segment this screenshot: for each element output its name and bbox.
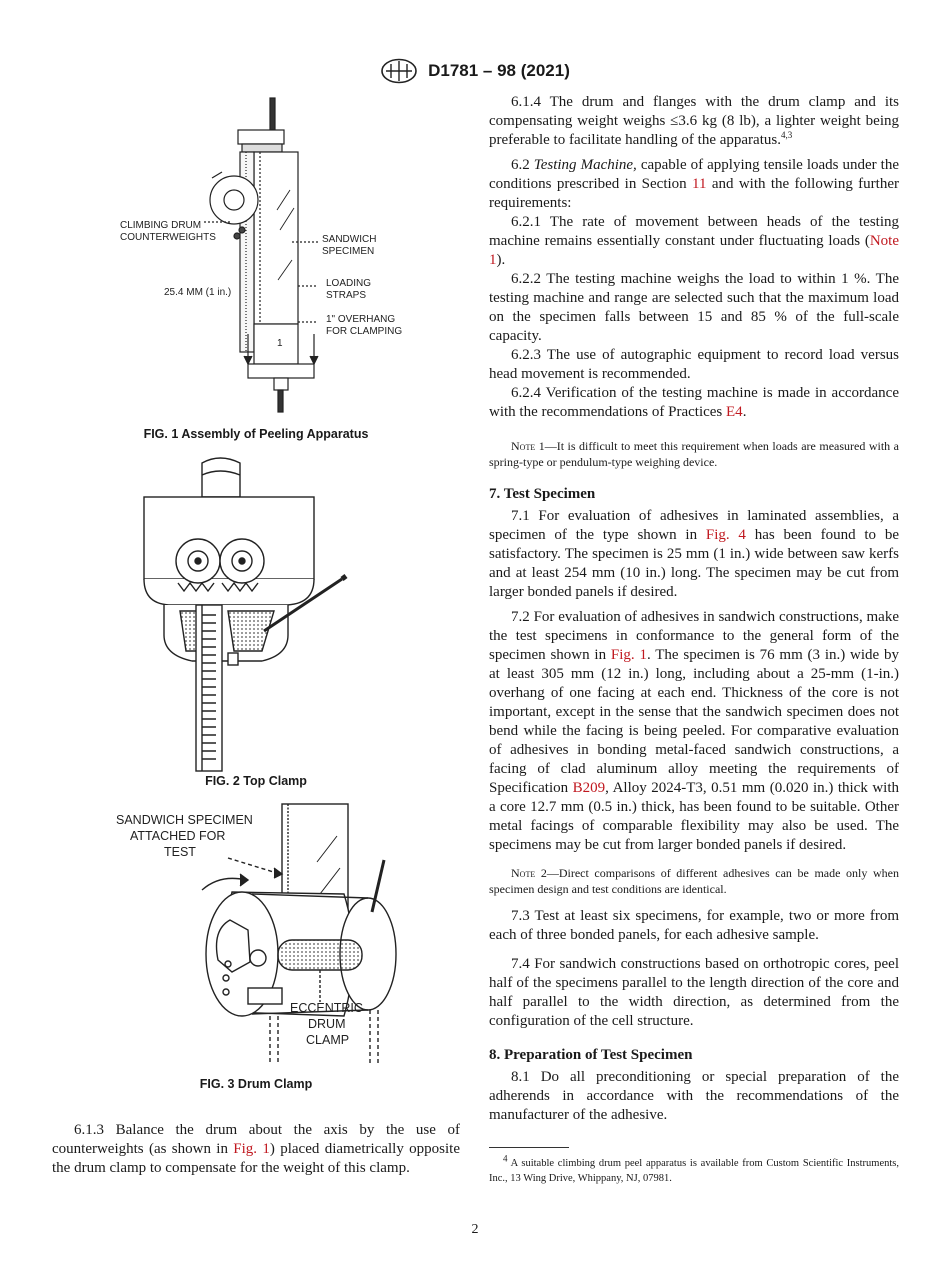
- fig1-link[interactable]: Fig. 1: [233, 1141, 270, 1157]
- figure-3: [52, 802, 460, 1091]
- fig3-caption: FIG. 3 Drum Clamp: [199, 1077, 313, 1091]
- fig3-label-specimen-3: TEST: [164, 845, 196, 859]
- fig3-drum-clamp-drawing: [52, 802, 460, 1074]
- paragraph-6-2-2: 6.2.2 The testing machine weighs the load to within 1 %. The testing machine and range are selected such that the maximum load on the specimen falls between 15 and 85 % of the full-scale capacity.: [489, 271, 899, 344]
- paragraph-7-2: 7.2 For evaluation of adhesives in sandwich constructions, make the test specimens in conformance to the general form of the specimen shown in Fig. 1. The specimen is 76 mm (3 in.) wide by at least 305 mm (12 in.) long, including about a 25-mm (1-in.) overhang of one facing at each end. Thickness of the core is not important, except in the sense that the sandwich specimen does not bend while the facing is being peeled. For comparative evaluation of adhesives in bonding metal-faced sandwich constructions, a facing of clad aluminum alloy meeting the requirements of Specification B209, Alloy 2024-T3, 0.51 mm (0.020 in.) thick with a core 12.7 mm (0.5 in.) thick, has been found to be suitable. Other metal facings of comparable flexibility may also be used. The specimens may be cut from larger bonded panels if desired.: [489, 609, 900, 853]
- fig1-label-sandwich-1: SANDWICH: [322, 234, 377, 245]
- note-2: Note 2—Direct comparisons of different adhesives can be made only when specimen design and test conditions are identical.: [489, 866, 899, 896]
- section-7-heading: 7. Test Specimen: [489, 486, 596, 502]
- fig1-label-counterweights-1: CLIMBING DRUM: [120, 220, 202, 231]
- fig3-label-clamp-1: ECCENTRIC: [290, 1001, 363, 1015]
- paragraph-6-2-1: 6.2.1 The rate of movement between heads of the testing machine remains essentially constant under fluctuating loads (Note 1).: [489, 214, 899, 268]
- fig4-link[interactable]: Fig. 4: [705, 527, 746, 543]
- e4-link[interactable]: E4: [726, 404, 743, 420]
- fig1-label-dimension: 25.4 MM (1 in.): [164, 287, 232, 298]
- footnote-ref[interactable]: 4,3: [780, 130, 793, 140]
- paragraph-6-2-4: 6.2.4 Verification of the testing machine is made in accordance with the recommendations of Practices E4.: [489, 385, 899, 420]
- left-column: [52, 90, 460, 1178]
- note1-link[interactable]: Note 1: [489, 233, 899, 268]
- right-column: [489, 93, 899, 1186]
- fig1-peeling-apparatus-drawing: [52, 90, 460, 420]
- fig2-caption: FIG. 2 Top Clamp: [205, 774, 307, 788]
- fig1-label-counterweights-2: COUNTERWEIGHTS: [120, 232, 216, 243]
- page-header: [0, 58, 950, 84]
- fig1-caption: FIG. 1 Assembly of Peeling Apparatus: [143, 427, 369, 441]
- page-number: 2: [471, 1222, 479, 1237]
- paragraph-7-1: 7.1 For evaluation of adhesives in laminated assemblies, a specimen of the type shown in Fig. 4 has been found to be satisfactory. The specimen is 25 mm (1 in.) wide between saw kerfs and at least 254 mm (10 in.) long. The specimen may be cut from larger bonded panels if desired.: [489, 508, 899, 600]
- note-1: Note 1—It is difficult to meet this requirement when loads are measured with a spring-type or pendulum-type weighing device.: [489, 439, 899, 469]
- paragraph-7-4: 7.4 For sandwich constructions based on orthotropic cores, peel half of the specimens parallel to the length direction of the core and half parallel to the width direction, as determined from the configuration of the cell structure.: [489, 956, 899, 1029]
- section-8-heading: 8. Preparation of Test Specimen: [489, 1047, 693, 1063]
- figure-2: [52, 455, 460, 788]
- figure-1: [52, 90, 460, 441]
- fig1-label-overhang-2: FOR CLAMPING: [326, 326, 403, 337]
- paragraph-6-1-3: 6.1.3 Balance the drum about the axis by the use of counterweights (as shown in Fig. 1) placed diametrically opposite the drum clamp to compensate for the weight of this clamp.: [52, 1122, 460, 1176]
- fig3-label-specimen-2: ATTACHED FOR: [130, 829, 226, 843]
- fig1-label-straps-1: LOADING: [326, 278, 372, 289]
- section-11-link[interactable]: 11: [692, 176, 707, 192]
- paragraph-6-2-3: 6.2.3 The use of autographic equipment to record load versus head movement is recommended.: [489, 347, 899, 382]
- paragraph-6-1-4: 6.1.4 The drum and flanges with the drum clamp and its compensating weight weighs ≤3.6 kg (8 lb), a lighter weight being preferable to facilitate handling of the apparatus.$^{4,3}$: [489, 94, 899, 148]
- fig2-top-clamp-drawing: [52, 455, 460, 773]
- paragraph-7-3: 7.3 Test at least six specimens, for example, two or more from each of three bonded panels, for each adhesive sample.: [489, 908, 899, 943]
- fig1-label-straps-2: STRAPS: [326, 290, 367, 301]
- fig1-link-2[interactable]: Fig. 1: [610, 647, 647, 663]
- fig1-label-overhang-1: 1" OVERHANG: [326, 314, 396, 325]
- fig1-label-sandwich-2: SPECIMEN: [322, 246, 375, 257]
- paragraph-6-2: 6.2 Testing Machine, capable of applying tensile loads under the conditions prescribed in Section 11 and with the following further requirements:: [489, 157, 899, 211]
- fig3-label-clamp-3: CLAMP: [306, 1033, 350, 1047]
- fig3-label-clamp-2: DRUM: [308, 1017, 346, 1031]
- paragraph-8-1: 8.1 Do all preconditioning or special preparation of the adherends in accordance with the recommendations of the manufacturer of the adhesive.: [489, 1069, 899, 1123]
- b209-link[interactable]: B209: [572, 780, 606, 796]
- footnote-4: $^4$ A suitable climbing drum peel apparatus is available from Custom Scientific Instruments, Inc., 13 Wing Drive, Whippany, NJ, 07981.: [489, 1153, 899, 1184]
- document-designation: D1781 – 98 (2021): [428, 61, 570, 80]
- fig3-label-specimen-1: SANDWICH SPECIMEN: [116, 813, 253, 827]
- footnote-rule: [489, 1147, 569, 1148]
- fig1-label-number: 1: [277, 338, 283, 349]
- astm-logo-icon: [380, 58, 418, 84]
